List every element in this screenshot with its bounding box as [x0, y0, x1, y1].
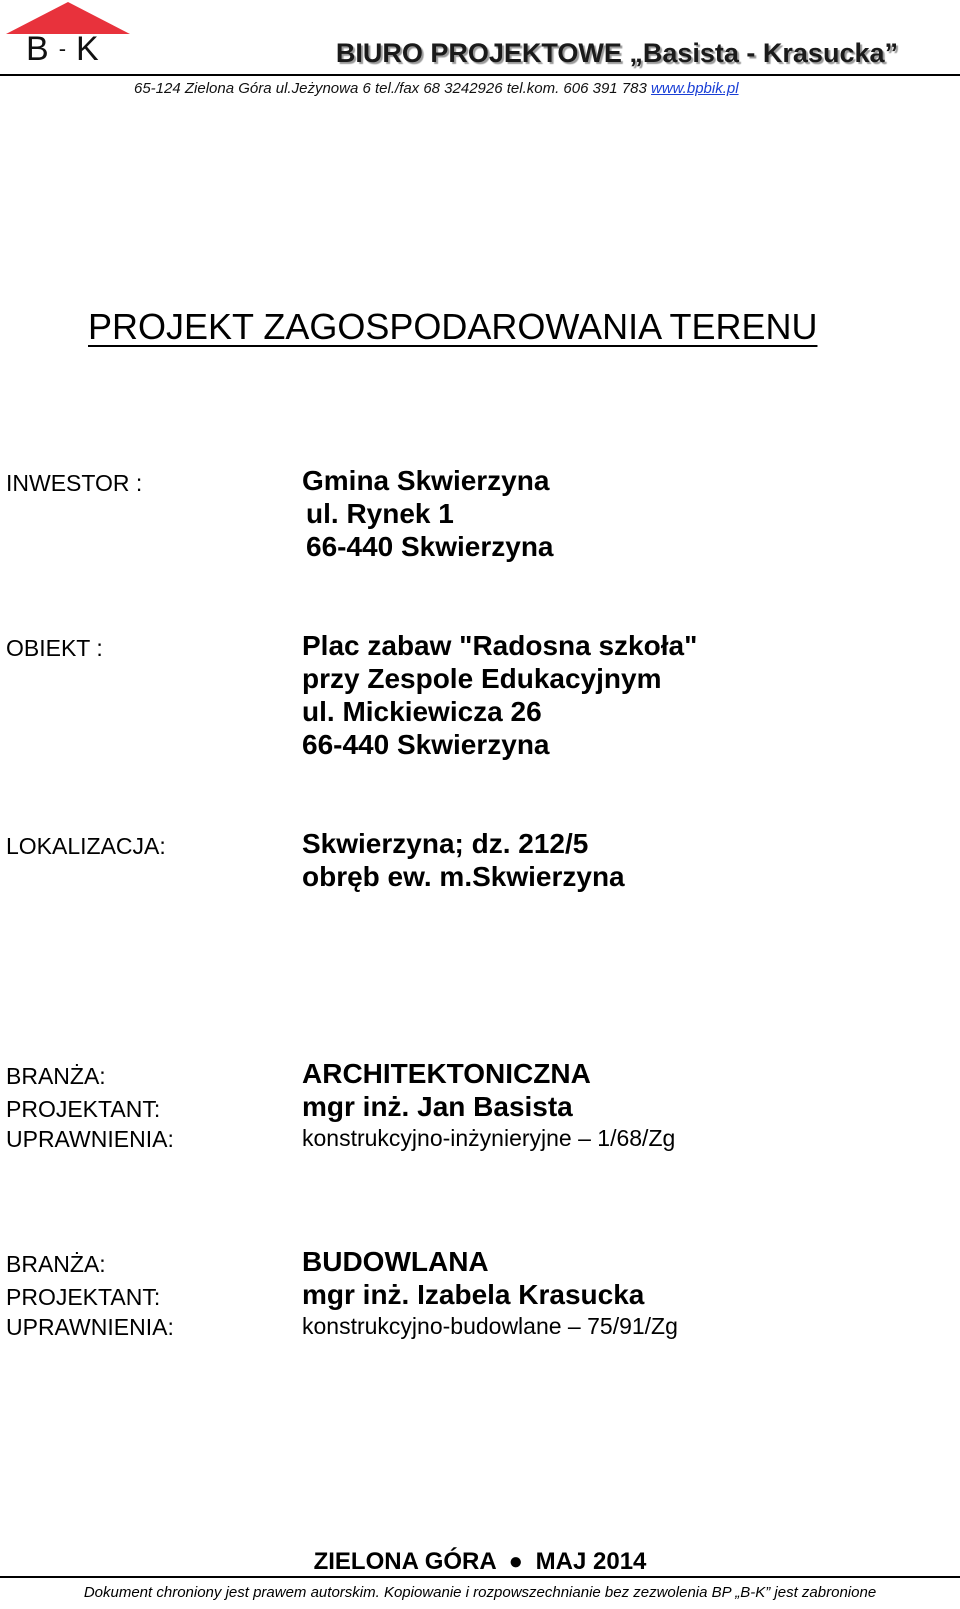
section1-designer-label: PROJEKTANT: [6, 1096, 161, 1122]
section1-license-value: konstrukcyjno-inżynieryjne – 1/68/Zg [302, 1125, 676, 1151]
logo-dash: - [58, 36, 67, 61]
section2-license-label: UPRAWNIENIA: [6, 1314, 174, 1340]
contact-text: 65-124 Zielona Góra ul.Jeżynowa 6 tel./fax 68 3242926 tel.kom. 606 391 783 [134, 80, 652, 97]
copyright-note: Dokument chroniony jest prawem autorskim. Kopiowanie i rozpowszechnianie bez zezwolenia BP „B-K” jest zabronione [83, 1584, 877, 1601]
section2-license-value: konstrukcyjno-budowlane – 75/91/Zg [302, 1313, 678, 1339]
location-line-2: obręb ew. m.Skwierzyna [302, 861, 625, 892]
section2-branch-value: BUDOWLANA [302, 1246, 489, 1277]
footer-divider [0, 1576, 960, 1578]
object-label: OBIEKT : [6, 635, 103, 661]
footer-date: MAJ 2014 [535, 1548, 647, 1575]
investor-line-3: 66-440 Skwierzyna [306, 531, 554, 562]
footer-city: ZIELONA GÓRA [313, 1548, 496, 1575]
object-line-4: 66-440 Skwierzyna [302, 729, 550, 760]
logo-letter-k: K [76, 30, 99, 68]
investor-line-1: Gmina Skwierzyna [302, 465, 550, 496]
website-link[interactable]: www.bpbik.pl [651, 80, 739, 97]
section1-branch-label: BRANŻA: [6, 1063, 106, 1089]
investor-line-2: ul. Rynek 1 [306, 498, 454, 529]
object-line-1: Plac zabaw "Radosna szkoła" [302, 630, 698, 661]
object-line-3: ul. Mickiewicza 26 [302, 696, 542, 727]
investor-label: INWESTOR : [6, 470, 143, 496]
section2-branch-label: BRANŻA: [6, 1251, 106, 1277]
location-label: LOKALIZACJA: [6, 833, 166, 859]
section2-designer-label: PROJEKTANT: [6, 1284, 161, 1310]
logo-letter-b: B [26, 30, 49, 68]
document-title: PROJEKT ZAGOSPODAROWANIA TERENU [88, 306, 818, 347]
footer-place-date [0, 1548, 960, 1576]
header-divider [0, 74, 960, 76]
location-line-1: Skwierzyna; dz. 212/5 [302, 828, 589, 859]
bullet-icon: ● [508, 1548, 523, 1575]
object-line-2: przy Zespole Edukacyjnym [302, 663, 662, 694]
section2-designer-value: mgr inż. Izabela Krasucka [302, 1279, 645, 1310]
section1-license-label: UPRAWNIENIA: [6, 1126, 174, 1152]
contact-line [134, 80, 739, 97]
section1-designer-value: mgr inż. Jan Basista [302, 1091, 573, 1122]
logo-letters [26, 30, 99, 69]
firm-name: BIURO PROJEKTOWE „Basista - Krasucka” [335, 38, 898, 68]
section1-branch-value: ARCHITEKTONICZNA [302, 1058, 591, 1089]
